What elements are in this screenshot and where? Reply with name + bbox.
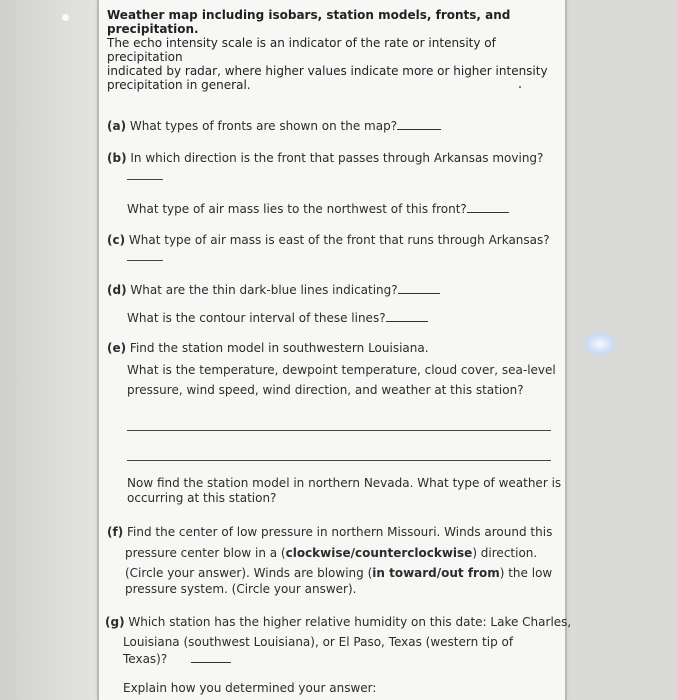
answer-blank-b[interactable] xyxy=(127,179,163,180)
answer-line-e[interactable] xyxy=(127,460,551,461)
question-e xyxy=(107,340,429,356)
question-g-text: Which station has the higher relative humidity on this date: Lake Charles, xyxy=(124,615,572,629)
question-d-label: (d) xyxy=(107,283,127,297)
question-e3-line: Now find the station model in northern Nevada. What type of weather is xyxy=(127,476,562,490)
question-g-line xyxy=(123,650,231,667)
answer-blank-d2[interactable] xyxy=(386,309,428,322)
question-d-text: What are the thin dark-blue lines indicating? xyxy=(126,283,398,297)
paper-speck xyxy=(519,86,521,88)
light-reflection xyxy=(584,333,616,355)
question-f-line-text: ) direction. xyxy=(472,546,538,560)
question-f-label: (f) xyxy=(107,525,124,539)
question-f-line: pressure system. (Circle your answer). xyxy=(125,582,357,596)
question-f-text: Find the center of low pressure in northern Missouri. Winds around this xyxy=(123,525,553,539)
question-b2-text: What type of air mass lies to the northwest of this front? xyxy=(127,202,467,216)
question-e2-line: What is the temperature, dewpoint temperature, cloud cover, sea-level xyxy=(127,363,556,377)
answer-blank-d[interactable] xyxy=(398,281,440,294)
answer-blank-a[interactable] xyxy=(397,117,441,130)
question-d2 xyxy=(127,309,428,326)
question-f-line-text: ) the low xyxy=(499,566,553,580)
light-glare xyxy=(62,14,69,21)
question-f-line xyxy=(125,545,537,561)
answer-blank-b2[interactable] xyxy=(467,200,509,213)
answer-line-e[interactable] xyxy=(127,430,551,431)
direction-options[interactable]: clockwise/counterclockwise xyxy=(285,546,473,560)
intro-title: Weather map including isobars, station models, fronts, and precipitation. xyxy=(107,8,511,36)
question-c-text: What type of air mass is east of the front that runs through Arkansas? xyxy=(125,233,550,247)
intro-paragraph xyxy=(107,8,557,92)
question-b2 xyxy=(127,200,509,217)
intro-line: precipitation in general. xyxy=(107,78,251,92)
question-f-line-text: pressure center blow in a ( xyxy=(125,546,286,560)
question-f xyxy=(107,524,552,540)
question-g xyxy=(105,614,571,630)
question-g-explain: Explain how you determined your answer: xyxy=(123,681,377,695)
question-g-line-text: Texas)? xyxy=(123,652,168,666)
question-c-label: (c) xyxy=(107,233,126,247)
question-a-label: (a) xyxy=(107,119,127,133)
question-f-line xyxy=(125,565,552,581)
question-a-text: What types of fronts are shown on the map? xyxy=(126,119,398,133)
question-e-label: (e) xyxy=(107,341,127,355)
question-b-label: (b) xyxy=(107,151,127,165)
question-e-text: Find the station model in southwestern Louisiana. xyxy=(126,341,429,355)
question-b-text: In which direction is the front that passes through Arkansas moving? xyxy=(126,151,544,165)
question-a xyxy=(107,117,441,134)
inflow-options[interactable]: in toward/out from xyxy=(372,566,500,580)
question-e2-line: pressure, wind speed, wind direction, and weather at this station? xyxy=(127,383,524,397)
question-f-line-text: (Circle your answer). Winds are blowing ( xyxy=(125,566,373,580)
question-e3-line: occurring at this station? xyxy=(127,491,277,505)
answer-blank-c[interactable] xyxy=(127,260,163,261)
answer-blank-g[interactable] xyxy=(191,650,231,663)
worksheet-page xyxy=(97,0,572,700)
intro-line: The echo intensity scale is an indicator of the rate or intensity of precipitation xyxy=(107,36,496,64)
question-d2-text: What is the contour interval of these lines? xyxy=(127,311,386,325)
question-b xyxy=(107,150,543,166)
question-g-line: Louisiana (southwest Louisiana), or El Paso, Texas (western tip of xyxy=(123,635,514,649)
question-g-label: (g) xyxy=(105,615,125,629)
question-d xyxy=(107,281,440,298)
question-c xyxy=(107,232,550,248)
intro-line: indicated by radar, where higher values indicate more or higher intensity xyxy=(107,64,548,78)
